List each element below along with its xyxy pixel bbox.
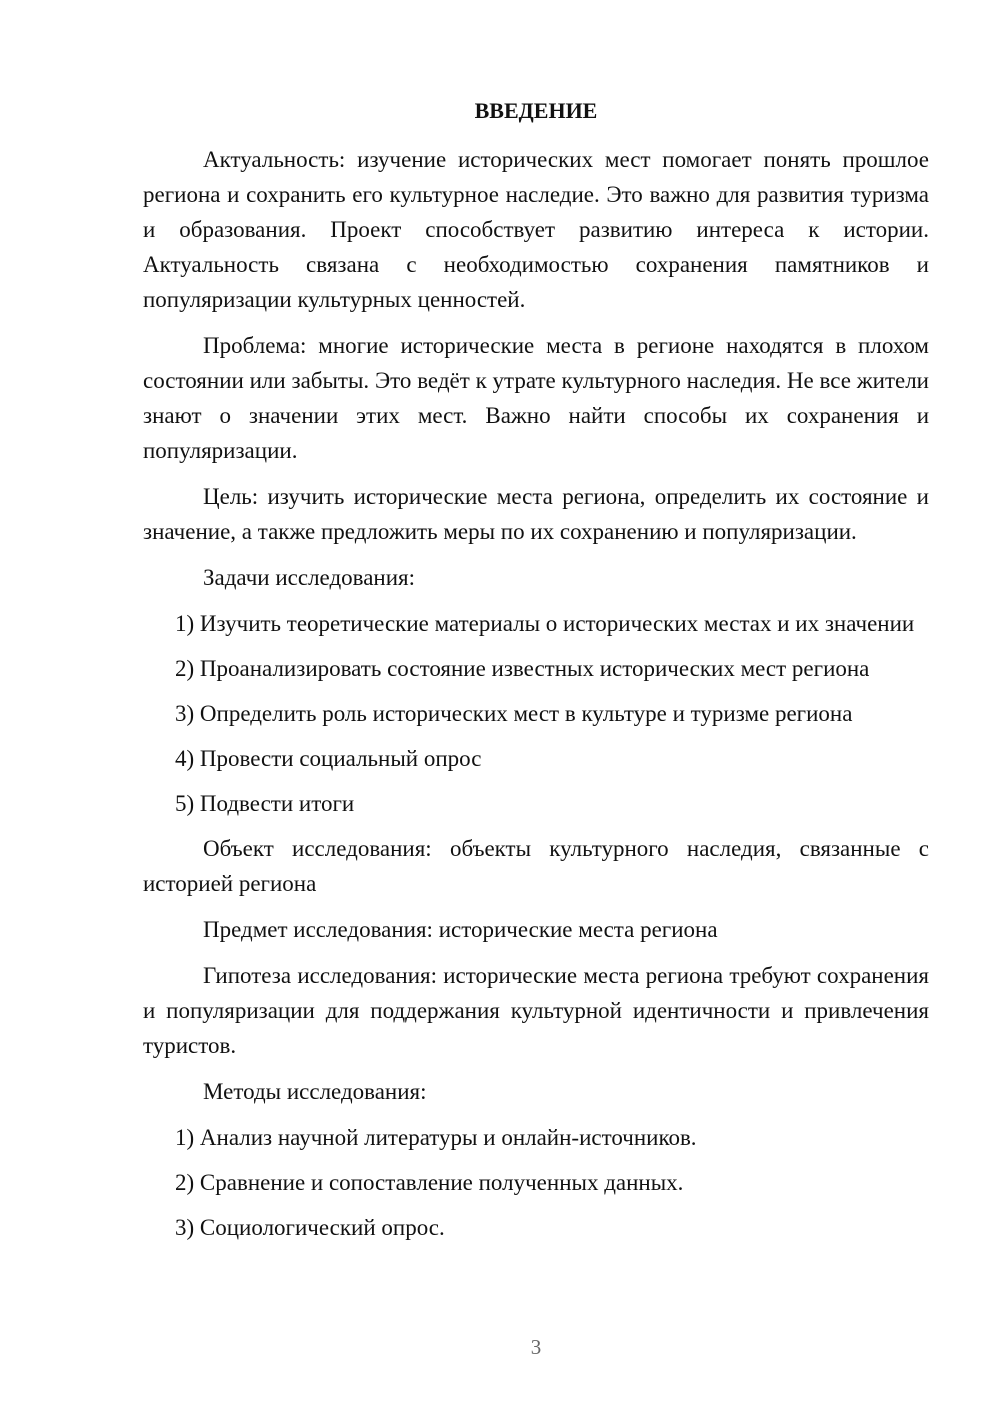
list-item: 5) Подвести итоги — [175, 791, 355, 816]
paragraph-subject: Предмет исследования: исторические места региона — [203, 917, 718, 942]
methods-heading: Методы исследования: — [203, 1079, 427, 1104]
list-item: 1) Изучить теоретические материалы о исторических местах и их значении — [175, 611, 915, 636]
list-item: 1) Анализ научной литературы и онлайн-источников. — [175, 1125, 697, 1150]
page-title: ВВЕДЕНИЕ — [474, 98, 598, 123]
paragraph-object: Объект исследования: объекты культурного наследия, связанные с историей региона — [143, 836, 929, 896]
list-item: 2) Сравнение и сопоставление полученных данных. — [175, 1170, 684, 1195]
paragraph-problem: Проблема: многие исторические места в регионе находятся в плохом состоянии или забыты. Это ведёт к утрате культурного наследия. Не все жители знают о значении этих мест. Важно найти способы их сохранения и популяризации. — [143, 333, 929, 463]
methods-list — [143, 1120, 929, 1245]
document-body — [143, 142, 929, 1255]
list-item: 2) Проанализировать состояние известных исторических мест региона — [175, 656, 870, 681]
list-item: 3) Социологический опрос. — [175, 1215, 445, 1240]
page-number: 3 — [530, 1335, 542, 1359]
list-item: 4) Провести социальный опрос — [175, 746, 482, 771]
tasks-list — [143, 606, 929, 821]
paragraph-goal: Цель: изучить исторические места региона, определить их состояние и значение, а также предложить меры по их сохранению и популяризации. — [143, 484, 929, 544]
paragraph-relevance: Актуальность: изучение исторических мест помогает понять прошлое региона и сохранить его культурное наследие. Это важно для развития туризма и образования. Проект способствует развитию интереса к истории. Актуальность связана с необходимостью сохранения памятников и популяризации культурных ценностей. — [143, 147, 929, 312]
paragraph-hypothesis: Гипотеза исследования: исторические места региона требуют сохранения и популяризации для поддержания культурной идентичности и привлечения туристов. — [143, 963, 929, 1058]
tasks-heading: Задачи исследования: — [203, 565, 416, 590]
list-item: 3) Определить роль исторических мест в культуре и туризме региона — [175, 701, 853, 726]
